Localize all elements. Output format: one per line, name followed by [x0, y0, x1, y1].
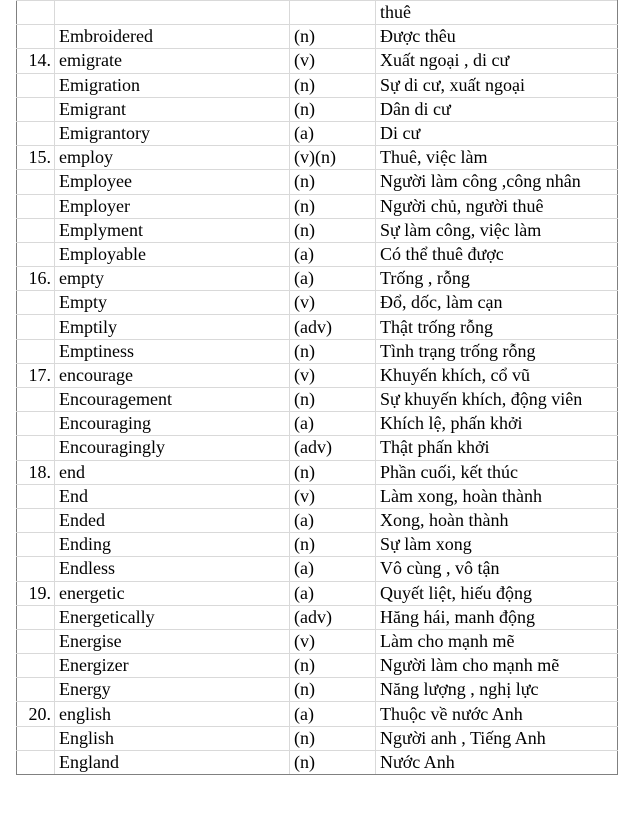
meaning-cell: Làm xong, hoàn thành [376, 484, 618, 508]
row-number-cell [17, 557, 55, 581]
meaning-cell: Phần cuối, kết thúc [376, 460, 618, 484]
part-of-speech-cell: (a) [290, 557, 376, 581]
part-of-speech-cell: (n) [290, 654, 376, 678]
part-of-speech-cell: (n) [290, 678, 376, 702]
table-row [17, 605, 618, 629]
table-row [17, 146, 618, 170]
row-number-cell [17, 412, 55, 436]
row-number-cell [17, 25, 55, 49]
meaning-cell: Trống , rỗng [376, 267, 618, 291]
meaning-cell: Thuộc về nước Anh [376, 702, 618, 726]
word-cell: Employer [55, 194, 290, 218]
meaning-cell: Khích lệ, phấn khởi [376, 412, 618, 436]
table-row [17, 654, 618, 678]
part-of-speech-cell: (v) [290, 363, 376, 387]
table-row [17, 557, 618, 581]
row-number-cell [17, 339, 55, 363]
word-cell: Endless [55, 557, 290, 581]
part-of-speech-cell: (n) [290, 460, 376, 484]
table-row [17, 363, 618, 387]
row-number-cell [17, 73, 55, 97]
table-row [17, 726, 618, 750]
row-number-cell [17, 242, 55, 266]
meaning-cell: Đổ, dốc, làm cạn [376, 291, 618, 315]
part-of-speech-cell: (n) [290, 533, 376, 557]
part-of-speech-cell: (v) [290, 629, 376, 653]
word-cell: employ [55, 146, 290, 170]
part-of-speech-cell: (v)(n) [290, 146, 376, 170]
row-number-cell [17, 218, 55, 242]
meaning-cell: Vô cùng , vô tận [376, 557, 618, 581]
table-row [17, 267, 618, 291]
word-cell: encourage [55, 363, 290, 387]
word-cell: Encouragingly [55, 436, 290, 460]
row-number-cell [17, 726, 55, 750]
word-cell [55, 1, 290, 25]
word-cell: Emptily [55, 315, 290, 339]
part-of-speech-cell: (adv) [290, 605, 376, 629]
row-number-cell: 20. [17, 702, 55, 726]
table-row [17, 291, 618, 315]
meaning-cell: Hăng hái, manh động [376, 605, 618, 629]
row-number-cell [17, 750, 55, 774]
table-row [17, 315, 618, 339]
row-number-cell [17, 121, 55, 145]
word-cell: Emigrantory [55, 121, 290, 145]
vocabulary-sheet [16, 0, 618, 775]
part-of-speech-cell: (n) [290, 750, 376, 774]
part-of-speech-cell: (a) [290, 242, 376, 266]
meaning-cell: Năng lượng , nghị lực [376, 678, 618, 702]
table-row [17, 436, 618, 460]
row-number-cell [17, 97, 55, 121]
part-of-speech-cell: (v) [290, 291, 376, 315]
row-number-cell [17, 533, 55, 557]
word-cell: emigrate [55, 49, 290, 73]
word-cell: Emplyment [55, 218, 290, 242]
table-row [17, 678, 618, 702]
row-number-cell [17, 194, 55, 218]
table-row [17, 581, 618, 605]
word-cell: End [55, 484, 290, 508]
row-number-cell [17, 654, 55, 678]
part-of-speech-cell: (n) [290, 726, 376, 750]
word-cell: Emigration [55, 73, 290, 97]
meaning-cell: Sự khuyến khích, động viên [376, 388, 618, 412]
meaning-cell: Có thể thuê được [376, 242, 618, 266]
row-number-cell [17, 436, 55, 460]
part-of-speech-cell: (a) [290, 508, 376, 532]
meaning-cell: Thuê, việc làm [376, 146, 618, 170]
row-number-cell: 16. [17, 267, 55, 291]
word-cell: end [55, 460, 290, 484]
row-number-cell [17, 170, 55, 194]
meaning-cell: Người làm cho mạnh mẽ [376, 654, 618, 678]
meaning-cell: Sự di cư, xuất ngoại [376, 73, 618, 97]
meaning-cell: Nước Anh [376, 750, 618, 774]
word-cell: Emptiness [55, 339, 290, 363]
table-body [17, 1, 618, 775]
row-number-cell [17, 508, 55, 532]
table-row [17, 460, 618, 484]
word-cell: Empty [55, 291, 290, 315]
part-of-speech-cell: (n) [290, 218, 376, 242]
table-row [17, 73, 618, 97]
word-cell: Embroidered [55, 25, 290, 49]
meaning-cell: Sự làm xong [376, 533, 618, 557]
row-number-cell: 18. [17, 460, 55, 484]
meaning-cell: Quyết liệt, hiếu động [376, 581, 618, 605]
table-row [17, 629, 618, 653]
word-cell: Ending [55, 533, 290, 557]
row-number-cell: 17. [17, 363, 55, 387]
meaning-cell: Được thêu [376, 25, 618, 49]
table-row [17, 218, 618, 242]
part-of-speech-cell: (a) [290, 702, 376, 726]
word-cell: Employee [55, 170, 290, 194]
meaning-cell: Xuất ngoại , di cư [376, 49, 618, 73]
part-of-speech-cell: (n) [290, 25, 376, 49]
word-cell: Energetically [55, 605, 290, 629]
table-row [17, 750, 618, 774]
part-of-speech-cell: (n) [290, 73, 376, 97]
part-of-speech-cell: (n) [290, 388, 376, 412]
table-row [17, 121, 618, 145]
meaning-cell: Tình trạng trống rỗng [376, 339, 618, 363]
part-of-speech-cell: (a) [290, 121, 376, 145]
meaning-cell: Người anh , Tiếng Anh [376, 726, 618, 750]
table-row [17, 242, 618, 266]
row-number-cell [17, 388, 55, 412]
word-cell: Emigrant [55, 97, 290, 121]
meaning-cell: Khuyến khích, cổ vũ [376, 363, 618, 387]
row-number-cell: 14. [17, 49, 55, 73]
word-cell: Encouraging [55, 412, 290, 436]
part-of-speech-cell: (a) [290, 412, 376, 436]
table-row [17, 170, 618, 194]
part-of-speech-cell: (a) [290, 267, 376, 291]
part-of-speech-cell [290, 1, 376, 25]
word-cell: empty [55, 267, 290, 291]
meaning-cell: Người chủ, người thuê [376, 194, 618, 218]
row-number-cell: 15. [17, 146, 55, 170]
vocabulary-table [16, 0, 618, 775]
word-cell: Energise [55, 629, 290, 653]
table-row [17, 97, 618, 121]
table-row [17, 339, 618, 363]
part-of-speech-cell: (n) [290, 97, 376, 121]
table-row [17, 1, 618, 25]
table-row [17, 508, 618, 532]
word-cell: Encouragement [55, 388, 290, 412]
meaning-cell: Dân di cư [376, 97, 618, 121]
word-cell: England [55, 750, 290, 774]
meaning-cell: Di cư [376, 121, 618, 145]
word-cell: Energy [55, 678, 290, 702]
table-row [17, 484, 618, 508]
table-row [17, 702, 618, 726]
row-number-cell: 19. [17, 581, 55, 605]
part-of-speech-cell: (a) [290, 581, 376, 605]
row-number-cell [17, 605, 55, 629]
table-row [17, 49, 618, 73]
word-cell: Ended [55, 508, 290, 532]
table-row [17, 194, 618, 218]
word-cell: Employable [55, 242, 290, 266]
meaning-cell: Xong, hoàn thành [376, 508, 618, 532]
word-cell: English [55, 726, 290, 750]
table-row [17, 412, 618, 436]
part-of-speech-cell: (n) [290, 170, 376, 194]
table-row [17, 388, 618, 412]
row-number-cell [17, 678, 55, 702]
row-number-cell [17, 1, 55, 25]
meaning-cell: Người làm công ,công nhân [376, 170, 618, 194]
part-of-speech-cell: (adv) [290, 315, 376, 339]
meaning-cell: Thật trống rỗng [376, 315, 618, 339]
part-of-speech-cell: (adv) [290, 436, 376, 460]
meaning-cell: thuê [376, 1, 618, 25]
meaning-cell: Thật phấn khởi [376, 436, 618, 460]
part-of-speech-cell: (v) [290, 484, 376, 508]
row-number-cell [17, 315, 55, 339]
table-row [17, 25, 618, 49]
row-number-cell [17, 291, 55, 315]
word-cell: english [55, 702, 290, 726]
word-cell: Energizer [55, 654, 290, 678]
part-of-speech-cell: (n) [290, 339, 376, 363]
row-number-cell [17, 484, 55, 508]
meaning-cell: Sự làm công, việc làm [376, 218, 618, 242]
part-of-speech-cell: (n) [290, 194, 376, 218]
word-cell: energetic [55, 581, 290, 605]
table-row [17, 533, 618, 557]
row-number-cell [17, 629, 55, 653]
meaning-cell: Làm cho mạnh mẽ [376, 629, 618, 653]
part-of-speech-cell: (v) [290, 49, 376, 73]
